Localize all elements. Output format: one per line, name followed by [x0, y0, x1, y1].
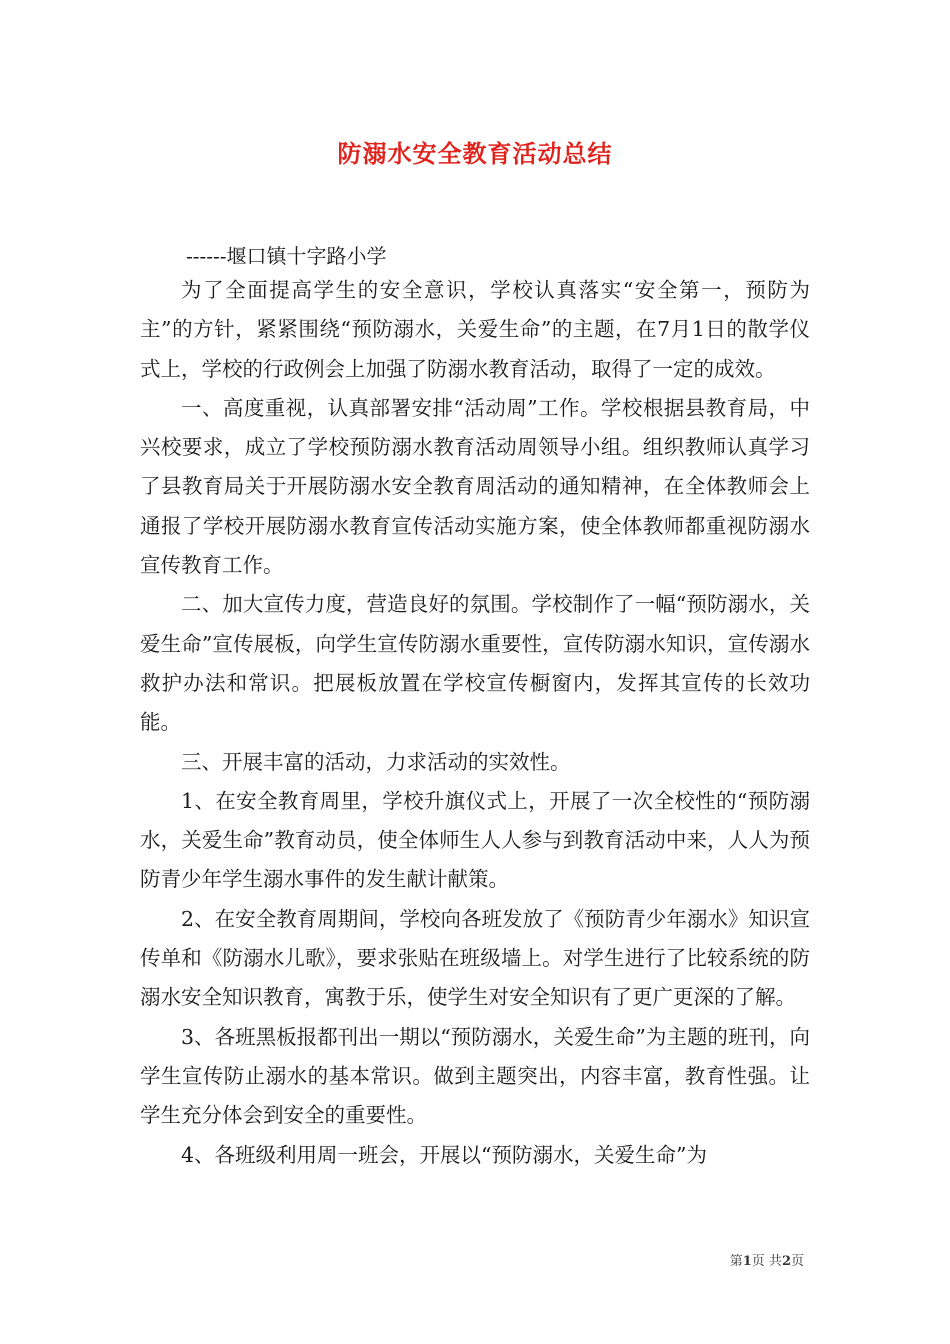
document-title: 防溺水安全教育活动总结	[337, 139, 613, 168]
footer-prefix: 第	[729, 1254, 743, 1269]
footer-current-page: 1	[742, 1254, 752, 1269]
footer-total-pages: 2	[781, 1254, 791, 1269]
document-body	[140, 271, 810, 1175]
paragraph-section-1: 一、高度重视，认真部署安排“活动周”工作。学校根据县教育局，中兴校要求，成立了学校预防溺水教育活动周领导小组。组织教师认真学习了县教育局关于开展防溺水安全教育周活动的通知精神，在全体教师会上通报了学校开展防溺水教育宣传活动实施方案，使全体教师都重视防溺水宣传教育工作。	[140, 395, 810, 578]
page-number-footer	[730, 1250, 804, 1269]
footer-suffix: 页	[790, 1254, 804, 1269]
paragraph-item-3: 3、各班黑板报都刊出一期以“预防溺水，关爱生命”为主题的班刊，向学生宣传防止溺水的基本常识。做到主题突出，内容丰富，教育性强。让学生充分体会到安全的重要性。	[140, 1024, 810, 1128]
footer-middle: 页 共	[751, 1254, 782, 1269]
paragraph-section-2: 二、加大宣传力度，营造良好的氛围。学校制作了一幅“预防溺水，关爱生命”宣传展板，向学生宣传防溺水重要性，宣传防溺水知识，宣传溺水救护办法和常识。把展板放置在学校宣传橱窗内，发挥其宣传的长效功能。	[140, 592, 810, 735]
paragraph-intro: 为了全面提高学生的安全意识，学校认真落实“安全第一，预防为主”的方针，紧紧围绕“预防溺水，关爱生命”的主题，在7月1日的散学仪式上，学校的行政例会上加强了防溺水教育活动，取得了一定的成效。	[140, 278, 810, 381]
paragraph-section-3: 三、开展丰富的活动，力求活动的实效性。	[181, 749, 571, 774]
document-byline: ------堰口镇十字路小学	[186, 244, 387, 268]
paragraph-item-2: 2、在安全教育周期间，学校向各班发放了《预防青少年溺水》知识宣传单和《防溺水儿歌》，要求张贴在班级墙上。对学生进行了比较系统的防溺水安全知识教育，寓教于乐，使学生对安全知识有了更广更深的了解。	[140, 906, 810, 1010]
paragraph-item-1: 1、在安全教育周里，学校升旗仪式上，开展了一次全校性的“预防溺水，关爱生命”教育动员，使全体师生人人参与到教育活动中来，人人为预防青少年学生溺水事件的发生献计献策。	[140, 788, 810, 892]
paragraph-item-4: 4、各班级利用周一班会，开展以“预防溺水，关爱生命”为	[181, 1142, 708, 1167]
